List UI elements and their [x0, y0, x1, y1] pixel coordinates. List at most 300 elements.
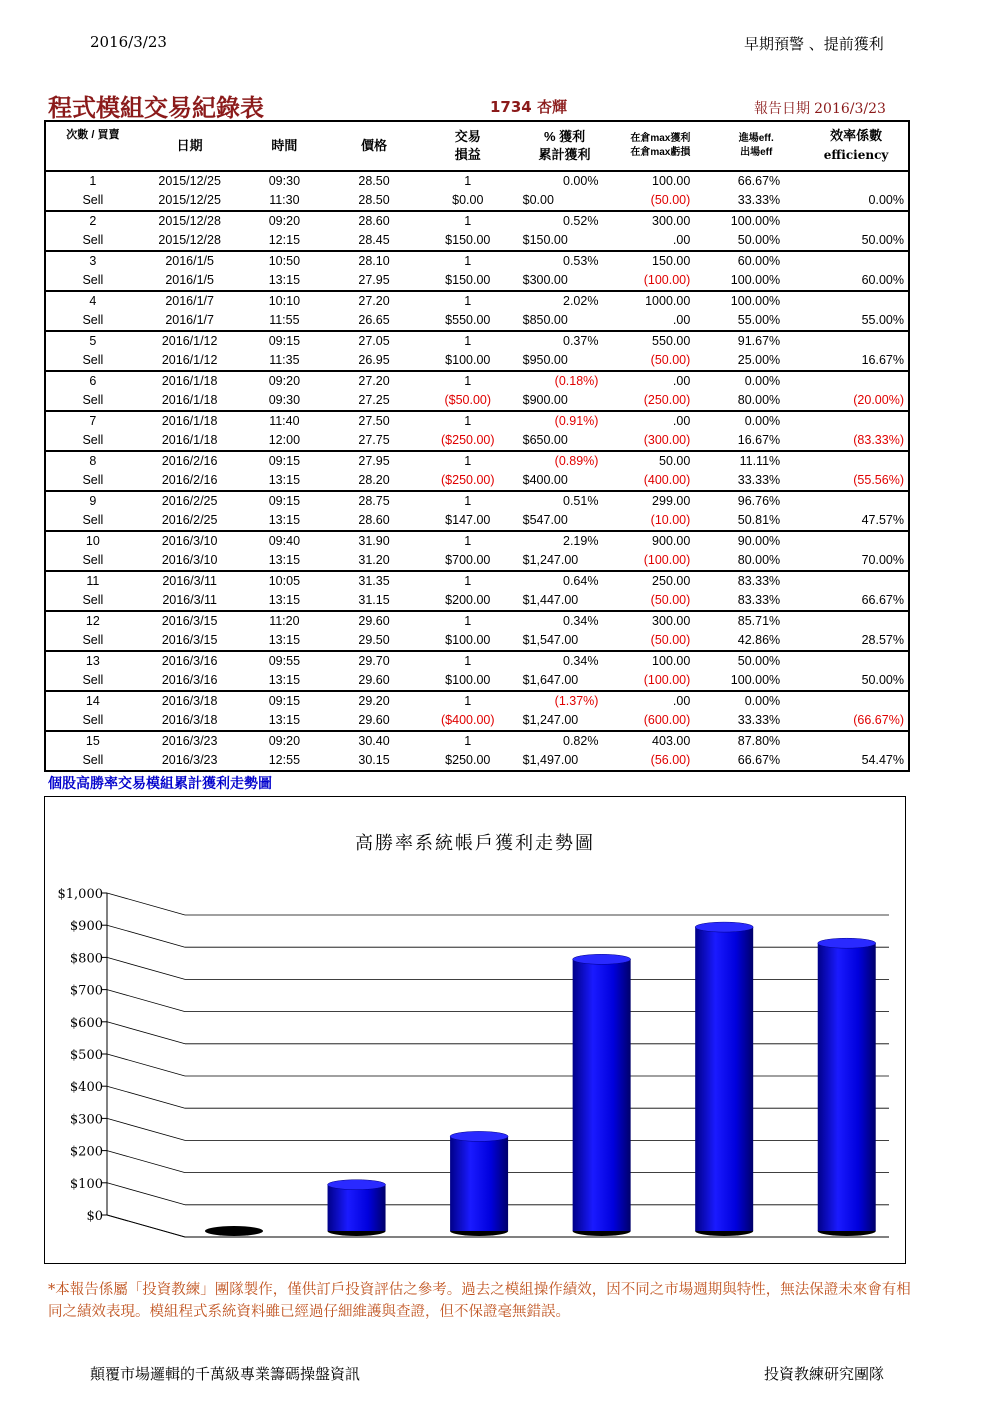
trade-side: Sell [82, 673, 104, 687]
exit-efficiency: 33.33% [737, 193, 781, 207]
exit-price: 26.65 [358, 313, 390, 327]
gridline-side [107, 990, 185, 1012]
entry-price: 29.70 [358, 654, 390, 668]
header-pct [517, 121, 613, 171]
bar-top [818, 938, 876, 948]
entry-price: 27.20 [358, 374, 390, 388]
exit-efficiency: 25.00% [737, 353, 781, 367]
max-profit: 250.00 [652, 574, 691, 588]
entry-time: 10:10 [268, 294, 301, 308]
exit-time: 11:55 [269, 313, 300, 327]
efficiency-empty [804, 611, 909, 631]
max-loss: (100.00) [643, 553, 691, 567]
entry-efficiency: 0.00% [744, 374, 781, 388]
chart-bar [205, 1226, 263, 1236]
profit-percent: 0.00% [563, 174, 599, 188]
entry-price: 28.50 [358, 174, 390, 188]
table-row-exit [45, 271, 909, 291]
exit-time: 11:30 [269, 193, 300, 207]
entry-price: 27.95 [358, 454, 390, 468]
trade-quantity: 1 [464, 214, 472, 228]
max-loss: (100.00) [643, 273, 691, 287]
efficiency-coefficient: 54.47% [861, 753, 904, 767]
header-date: 日期 [176, 138, 203, 153]
entry-date: 2016/1/18 [161, 414, 218, 428]
header-max [612, 121, 708, 171]
cumulative-profit: $547.00 [522, 513, 568, 527]
y-tick-label: $300 [69, 1112, 103, 1128]
table-row-entry [45, 211, 909, 231]
exit-price: 26.95 [358, 353, 390, 367]
exit-efficiency: 83.33% [737, 593, 781, 607]
trade-pl: $150.00 [445, 273, 491, 287]
trade-quantity: 1 [464, 254, 472, 268]
bar-body [328, 1185, 386, 1231]
chart-bar [695, 922, 753, 1236]
trade-side: Sell [82, 713, 104, 727]
max-loss: (50.00) [650, 193, 691, 207]
table-row-exit [45, 311, 909, 331]
entry-time: 09:15 [268, 334, 301, 348]
entry-price: 29.20 [358, 694, 390, 708]
trade-pl: $100.00 [445, 673, 491, 687]
y-tick-label: $1,000 [57, 887, 103, 902]
trade-side: Sell [82, 193, 104, 207]
exit-time: 13:15 [268, 553, 301, 567]
max-loss: (56.00) [650, 753, 691, 767]
efficiency-empty [804, 291, 909, 311]
efficiency-coefficient: (55.56%) [853, 473, 904, 487]
entry-price: 27.05 [358, 334, 390, 348]
trade-number: 13 [85, 654, 100, 668]
efficiency-coefficient: 50.00% [861, 233, 904, 247]
entry-date: 2016/3/11 [162, 574, 217, 588]
entry-efficiency: 96.76% [737, 494, 781, 508]
table-row-exit [45, 391, 909, 411]
max-profit: 100.00 [652, 654, 691, 668]
trade-number: 4 [89, 294, 97, 308]
profit-percent: 0.64% [563, 574, 599, 588]
entry-price: 27.50 [358, 414, 390, 428]
entry-time: 10:50 [268, 254, 301, 268]
cumulative-profit: $300.00 [522, 273, 568, 287]
exit-efficiency: 100.00% [730, 273, 781, 287]
entry-date: 2016/3/10 [161, 534, 218, 548]
efficiency-coefficient: 16.67% [861, 353, 904, 367]
entry-efficiency: 90.00% [737, 534, 781, 548]
entry-efficiency: 0.00% [744, 694, 781, 708]
trade-pl: $100.00 [445, 353, 491, 367]
cumulative-profit: $850.00 [522, 313, 568, 327]
entry-time: 09:55 [268, 654, 301, 668]
report-date-label: 報告日期 [754, 101, 810, 117]
header-slogan: 早期預警 、提前獲利 [744, 35, 884, 53]
entry-efficiency: 66.67% [737, 174, 781, 188]
efficiency-coefficient: 60.00% [861, 273, 904, 287]
exit-date: 2016/3/11 [162, 593, 217, 607]
trade-record-table [44, 120, 910, 772]
exit-date: 2016/3/15 [161, 633, 218, 647]
entry-date: 2016/2/16 [161, 454, 218, 468]
exit-price: 29.60 [358, 673, 390, 687]
exit-efficiency: 33.33% [737, 473, 781, 487]
efficiency-coefficient: (20.00%) [853, 393, 904, 407]
table-row-entry [45, 611, 909, 631]
max-loss: (300.00) [643, 433, 691, 447]
y-tick-label: $0 [86, 1209, 103, 1224]
max-loss: (50.00) [650, 593, 691, 607]
trade-quantity: 1 [464, 454, 472, 468]
max-profit: 100.00 [652, 174, 691, 188]
gridline-side [107, 1054, 185, 1076]
trade-pl: $200.00 [445, 593, 491, 607]
efficiency-empty [804, 371, 909, 391]
table-row-entry [45, 731, 909, 751]
header-no-side: 次數 / 買賣 [66, 129, 120, 141]
chart-bar [450, 1131, 508, 1236]
exit-date: 2015/12/28 [158, 233, 221, 247]
exit-date: 2016/3/10 [161, 553, 218, 567]
table-row-exit [45, 351, 909, 371]
entry-price: 31.90 [358, 534, 390, 548]
floor-edge [107, 1215, 185, 1237]
y-tick-label: $500 [69, 1048, 103, 1063]
entry-date: 2016/3/16 [161, 654, 218, 668]
max-loss: (400.00) [643, 473, 691, 487]
profit-percent: 2.19% [563, 534, 599, 548]
exit-time: 13:15 [268, 633, 301, 647]
max-profit: 403.00 [652, 734, 691, 748]
entry-price: 28.75 [358, 494, 390, 508]
exit-time: 13:15 [268, 513, 301, 527]
trade-quantity: 1 [464, 654, 472, 668]
efficiency-coefficient: 47.57% [861, 513, 904, 527]
efficiency-empty [804, 651, 909, 671]
entry-date: 2016/1/7 [165, 294, 214, 308]
max-profit: 50.00 [659, 454, 691, 468]
stock-label: 1734 杏輝 [490, 98, 567, 116]
profit-percent: 0.34% [563, 614, 599, 628]
chart-bar [573, 954, 631, 1236]
exit-time: 12:00 [268, 433, 301, 447]
efficiency-empty [804, 531, 909, 551]
cumulative-profit: $1,247.00 [522, 713, 579, 727]
exit-date: 2016/1/18 [161, 433, 218, 447]
max-loss: (600.00) [643, 713, 691, 727]
entry-date: 2016/1/5 [165, 254, 214, 268]
exit-time: 12:55 [268, 753, 301, 767]
trade-side: Sell [82, 633, 104, 647]
exit-time: 13:15 [268, 673, 301, 687]
entry-time: 09:15 [268, 494, 301, 508]
trade-number: 12 [85, 614, 100, 628]
chart-bar [818, 938, 876, 1236]
gridline-side [107, 1086, 185, 1108]
trade-pl: $100.00 [445, 633, 491, 647]
efficiency-empty [804, 731, 909, 751]
trade-quantity: 1 [464, 534, 472, 548]
table-row-exit [45, 591, 909, 611]
chart-caption: 個股高勝率交易模組累計獲利走勢圖 [48, 776, 272, 792]
chart-container [44, 796, 906, 1264]
table-row-exit [45, 511, 909, 531]
trade-pl: ($50.00) [444, 393, 492, 407]
gridline-side [107, 925, 185, 947]
header-pct-line1: % 獲利 [543, 129, 586, 144]
trade-side: Sell [82, 233, 104, 247]
trade-quantity: 1 [464, 574, 472, 588]
exit-price: 28.45 [358, 233, 390, 247]
exit-time: 12:15 [268, 233, 301, 247]
entry-date: 2016/1/12 [161, 334, 218, 348]
trade-quantity: 1 [464, 694, 472, 708]
table-row-exit [45, 431, 909, 451]
cumulative-profit: $0.00 [522, 193, 554, 207]
exit-price: 28.50 [358, 193, 390, 207]
max-profit: 1000.00 [645, 294, 691, 308]
footer-left: 顛覆市場邏輯的千萬級專業籌碼操盤資訊 [90, 1365, 361, 1383]
exit-efficiency: 80.00% [737, 393, 781, 407]
exit-date: 2016/3/23 [161, 753, 218, 767]
exit-date: 2016/2/25 [161, 513, 218, 527]
table-row-entry [45, 371, 909, 391]
exit-efficiency: 100.00% [730, 673, 781, 687]
entry-time: 11:40 [269, 414, 300, 428]
trade-side: Sell [82, 553, 104, 567]
header-pct-line2: 累計獲利 [538, 147, 591, 162]
exit-time: 11:35 [269, 353, 300, 367]
entry-time: 09:20 [268, 374, 301, 388]
cumulative-profit: $400.00 [522, 473, 568, 487]
header-eff [708, 121, 804, 171]
table-row-exit [45, 671, 909, 691]
trade-pl: $550.00 [445, 313, 491, 327]
trade-number: 2 [89, 214, 97, 228]
exit-price: 29.60 [358, 713, 390, 727]
efficiency-empty [804, 451, 909, 471]
y-tick-label: $800 [69, 951, 103, 967]
entry-time: 11:20 [269, 614, 300, 628]
trade-pl: ($250.00) [441, 473, 495, 487]
entry-date: 2016/3/18 [161, 694, 218, 708]
table-header-row [45, 121, 909, 171]
header-pl [419, 121, 517, 171]
trade-side: Sell [82, 353, 104, 367]
header-pl-line1: 交易 [454, 129, 481, 144]
cumulative-profit: $1,647.00 [522, 673, 579, 687]
trade-number: 1 [89, 174, 97, 188]
disclaimer-text: *本報告係屬「投資教練」團隊製作，僅供訂戶投資評估之參考。過去之模組操作績效，因不同之市場週期與特性，無法保證未來會有相同之績效表現。模組程式系統資料雖已經過仔細維護與查證，但不保證毫無錯誤。 [48, 1282, 911, 1320]
profit-percent: 2.02% [563, 294, 599, 308]
entry-price: 28.10 [358, 254, 390, 268]
entry-efficiency: 60.00% [737, 254, 781, 268]
trade-quantity: 1 [464, 494, 472, 508]
y-tick-label: $200 [69, 1144, 103, 1160]
efficiency-empty [804, 171, 909, 191]
document-title: 程式模組交易紀錄表 [48, 93, 264, 122]
exit-efficiency: 16.67% [737, 433, 781, 447]
entry-efficiency: 87.80% [737, 734, 781, 748]
table-row-entry [45, 651, 909, 671]
exit-date: 2016/2/16 [161, 473, 218, 487]
trade-quantity: 1 [464, 294, 472, 308]
max-loss: (50.00) [650, 633, 691, 647]
bar-top [573, 954, 631, 964]
exit-price: 31.20 [358, 553, 390, 567]
exit-efficiency: 50.00% [737, 233, 781, 247]
profit-percent: (0.18%) [554, 374, 599, 388]
bar-top [695, 922, 753, 932]
max-profit: 550.00 [652, 334, 691, 348]
efficiency-coefficient: 28.57% [861, 633, 904, 647]
chart-bar [328, 1180, 386, 1236]
gridline-side [107, 1183, 185, 1205]
profit-trend-chart [45, 797, 905, 1263]
entry-price: 28.60 [358, 214, 390, 228]
trade-side: Sell [82, 473, 104, 487]
max-profit: .00 [672, 694, 691, 708]
trade-pl: $250.00 [445, 753, 491, 767]
entry-date: 2015/12/25 [158, 174, 221, 188]
efficiency-empty [804, 571, 909, 591]
y-tick-label: $400 [69, 1080, 103, 1096]
exit-price: 27.75 [358, 433, 390, 447]
header-eff-line2: 出場eff [740, 147, 773, 158]
trade-number: 11 [86, 574, 100, 588]
gridline-side [107, 1151, 185, 1173]
trade-quantity: 1 [464, 334, 472, 348]
entry-date: 2016/1/18 [161, 374, 218, 388]
exit-date: 2016/3/16 [161, 673, 218, 687]
header-time: 時間 [271, 138, 298, 153]
header-max-line2: 在倉max虧損 [630, 147, 691, 158]
efficiency-coefficient: 50.00% [861, 673, 904, 687]
entry-date: 2016/3/23 [161, 734, 218, 748]
y-tick-label: $700 [69, 983, 103, 999]
entry-price: 27.20 [358, 294, 390, 308]
exit-price: 28.60 [358, 513, 390, 527]
cumulative-profit: $1,547.00 [522, 633, 579, 647]
entry-time: 09:20 [268, 214, 301, 228]
trade-pl: $700.00 [445, 553, 491, 567]
trade-number: 3 [89, 254, 97, 268]
entry-efficiency: 83.33% [737, 574, 781, 588]
report-date [754, 98, 886, 118]
efficiency-coefficient: 70.00% [861, 553, 904, 567]
profit-percent: (1.37%) [554, 694, 599, 708]
trade-number: 15 [85, 734, 100, 748]
header-efficiency [804, 121, 909, 171]
table-row-entry [45, 171, 909, 191]
max-loss: (250.00) [643, 393, 691, 407]
trade-pl: $147.00 [445, 513, 491, 527]
header-max-line1: 在倉max獲利 [630, 133, 691, 144]
cumulative-profit: $150.00 [522, 233, 568, 247]
trade-pl: $150.00 [445, 233, 491, 247]
entry-date: 2016/3/15 [161, 614, 218, 628]
exit-efficiency: 66.67% [737, 753, 781, 767]
trade-side: Sell [82, 313, 104, 327]
exit-efficiency: 42.86% [737, 633, 781, 647]
gridline-side [107, 1022, 185, 1044]
exit-date: 2016/1/12 [161, 353, 218, 367]
entry-efficiency: 100.00% [730, 294, 781, 308]
bar-base [205, 1226, 263, 1236]
trade-side: Sell [82, 393, 104, 407]
efficiency-coefficient: 0.00% [868, 193, 904, 207]
table-row-exit [45, 471, 909, 491]
max-loss: .00 [672, 233, 691, 247]
header-efficiency-line1: 效率係數 [830, 129, 883, 144]
exit-price: 30.15 [358, 753, 390, 767]
exit-efficiency: 33.33% [737, 713, 781, 727]
profit-percent: (0.89%) [554, 454, 599, 468]
footer-right: 投資教練研究團隊 [764, 1365, 885, 1383]
entry-efficiency: 85.71% [737, 614, 781, 628]
table-row-entry [45, 411, 909, 431]
bar-body [450, 1136, 508, 1231]
cumulative-profit: $650.00 [522, 433, 568, 447]
max-profit: 150.00 [652, 254, 691, 268]
entry-price: 30.40 [358, 734, 390, 748]
max-loss: (50.00) [650, 353, 691, 367]
efficiency-empty [804, 411, 909, 431]
table-row-exit [45, 231, 909, 251]
cumulative-profit: $1,447.00 [522, 593, 579, 607]
entry-price: 29.60 [358, 614, 390, 628]
bar-top [450, 1131, 508, 1141]
header-eff-line1: 進場eff. [738, 133, 774, 144]
chart-title: 高勝率系統帳戶獲利走勢圖 [355, 833, 595, 854]
max-profit: 300.00 [652, 614, 691, 628]
exit-price: 31.15 [358, 593, 390, 607]
exit-time: 13:15 [268, 593, 301, 607]
trade-quantity: 1 [464, 374, 472, 388]
entry-time: 09:15 [268, 454, 301, 468]
efficiency-empty [804, 691, 909, 711]
y-tick-label: $900 [69, 919, 103, 935]
trade-side: Sell [82, 593, 104, 607]
exit-date: 2016/1/7 [165, 313, 214, 327]
trade-number: 5 [89, 334, 97, 348]
table-row-entry [45, 571, 909, 591]
profit-percent: 0.52% [563, 214, 599, 228]
table-row-exit [45, 631, 909, 651]
efficiency-empty [804, 251, 909, 271]
exit-time: 13:15 [268, 273, 301, 287]
efficiency-empty [804, 211, 909, 231]
header-price: 價格 [361, 138, 388, 153]
bar-body [573, 959, 631, 1231]
profit-percent: 0.53% [563, 254, 599, 268]
entry-time: 09:15 [268, 694, 301, 708]
trade-side: Sell [82, 273, 104, 287]
trade-number: 6 [89, 374, 97, 388]
max-loss: (10.00) [650, 513, 691, 527]
table-row-exit [45, 711, 909, 731]
table-row-entry [45, 291, 909, 311]
trade-side: Sell [82, 513, 104, 527]
entry-efficiency: 100.00% [730, 214, 781, 228]
table-row-entry [45, 491, 909, 511]
exit-time: 13:15 [268, 713, 301, 727]
exit-efficiency: 55.00% [737, 313, 781, 327]
trade-number: 14 [85, 694, 100, 708]
table-row-entry [45, 691, 909, 711]
trade-quantity: 1 [464, 734, 472, 748]
trade-number: 8 [89, 454, 97, 468]
exit-date: 2015/12/25 [158, 193, 221, 207]
